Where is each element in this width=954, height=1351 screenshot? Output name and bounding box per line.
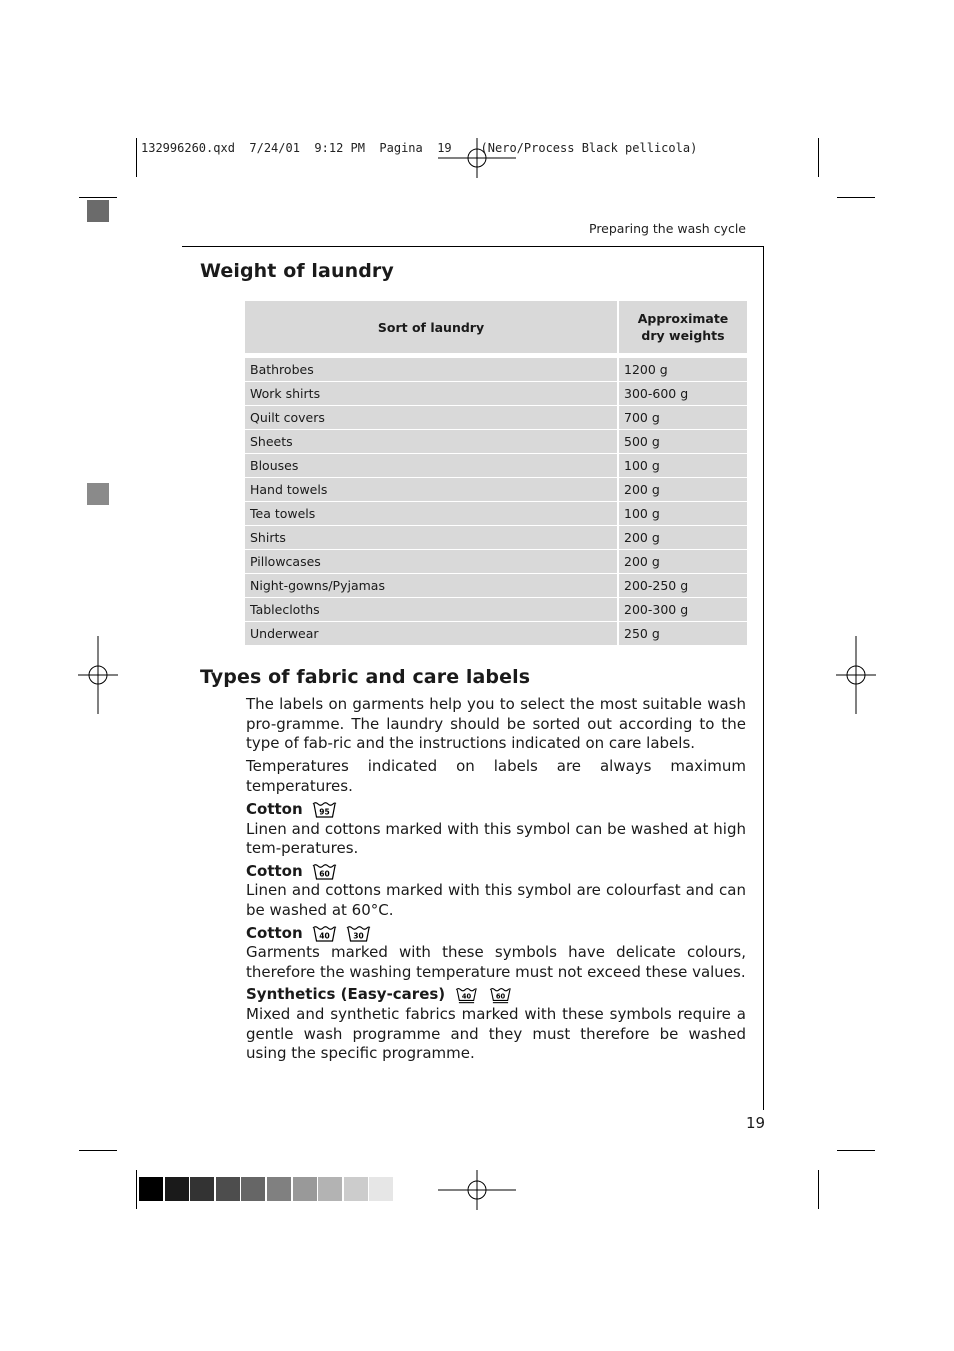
laundry-weight: 250 g	[619, 622, 747, 646]
color-swatch	[216, 1177, 240, 1201]
cotton-60-heading	[246, 862, 746, 882]
table-row	[245, 358, 747, 382]
header-rule	[182, 246, 764, 247]
table-row	[245, 526, 747, 550]
table-row	[245, 430, 747, 454]
color-swatch	[241, 1177, 265, 1201]
side-tab-top	[87, 200, 109, 222]
table-header-row	[245, 301, 747, 358]
laundry-item: Sheets	[245, 430, 619, 454]
side-tab-middle	[87, 483, 109, 505]
section-title-weight: Weight of laundry	[200, 260, 394, 282]
laundry-item: Work shirts	[245, 382, 619, 406]
intro-paragraph: The labels on garments help you to select the most suitable wash pro-gramme. The laundry should be sorted out according to the type of fab-ric and the instructions indicated on care labels.	[246, 695, 746, 753]
color-swatch	[369, 1177, 393, 1201]
registration-mark-right	[836, 636, 876, 714]
fabric-label: Synthetics (Easy-cares)	[246, 985, 446, 1004]
table-row	[245, 598, 747, 622]
margin-rule	[763, 246, 764, 1110]
svg-text:40: 40	[318, 931, 330, 941]
page-number: 19	[746, 1114, 766, 1132]
color-swatch	[165, 1177, 189, 1201]
running-head: Preparing the wash cycle	[589, 221, 746, 236]
svg-text:40: 40	[462, 992, 472, 1001]
laundry-item: Shirts	[245, 526, 619, 550]
temperature-note: Temperatures indicated on labels are always maximum temperatures.	[246, 757, 746, 795]
section-title-fabric-types: Types of fabric and care labels	[200, 666, 531, 688]
laundry-item: Tea towels	[245, 502, 619, 526]
laundry-weight: 200 g	[619, 526, 747, 550]
laundry-weight: 500 g	[619, 430, 747, 454]
laundry-weight: 300-600 g	[619, 382, 747, 406]
laundry-weight: 200 g	[619, 478, 747, 502]
cotton-95-heading	[246, 800, 746, 820]
svg-text:95: 95	[318, 807, 330, 817]
column-header-weight	[619, 301, 747, 358]
laundry-weight: 100 g	[619, 502, 747, 526]
svg-text:30: 30	[352, 931, 364, 941]
registration-mark-left	[78, 636, 118, 714]
laundry-item: Pillowcases	[245, 550, 619, 574]
laundry-item: Night-gowns/Pyjamas	[245, 574, 619, 598]
wash-tub-icon	[346, 925, 371, 942]
color-swatch	[293, 1177, 317, 1201]
color-swatch	[139, 1177, 163, 1201]
fabric-label: Cotton	[246, 861, 303, 880]
table-row	[245, 406, 747, 430]
laundry-weight: 200 g	[619, 550, 747, 574]
laundry-item: Tablecloths	[245, 598, 619, 622]
laundry-item: Bathrobes	[245, 358, 619, 382]
wash-tub-gentle-icon	[454, 987, 479, 1004]
wash-tub-icon	[312, 863, 337, 880]
color-swatch	[190, 1177, 214, 1201]
cotton-40-30-description: Garments marked with these symbols have delicate colours, therefore the washing temperature must not exceed these values.	[246, 943, 746, 981]
table-row	[245, 478, 747, 502]
color-swatch	[344, 1177, 368, 1201]
table-row	[245, 382, 747, 406]
fabric-label: Cotton	[246, 799, 303, 818]
cotton-40-30-heading	[246, 924, 746, 944]
laundry-weight-table	[245, 301, 747, 646]
laundry-item: Quilt covers	[245, 406, 619, 430]
wash-tub-icon	[312, 801, 337, 818]
svg-text:60: 60	[318, 869, 330, 879]
laundry-weight: 200-300 g	[619, 598, 747, 622]
laundry-weight: 100 g	[619, 454, 747, 478]
column-header-weight-line2: dry weights	[641, 328, 725, 343]
table-row	[245, 454, 747, 478]
laundry-item: Hand towels	[245, 478, 619, 502]
wash-tub-gentle-icon	[488, 987, 513, 1004]
synthetics-heading	[246, 985, 746, 1005]
table-row	[245, 622, 747, 646]
table-row	[245, 502, 747, 526]
column-header-weight-line1: Approximate	[637, 311, 729, 326]
svg-text:60: 60	[496, 992, 506, 1001]
fabric-label: Cotton	[246, 923, 303, 942]
cotton-60-description: Linen and cottons marked with this symbol are colourfast and can be washed at 60°C.	[246, 881, 746, 919]
care-label-text	[246, 695, 746, 1067]
color-swatch	[267, 1177, 291, 1201]
synthetics-description: Mixed and synthetic fabrics marked with these symbols require a gentle wash programme and they must therefore be washed using the specific programme.	[246, 1004, 746, 1063]
color-swatch	[318, 1177, 342, 1201]
column-header-sort: Sort of laundry	[245, 301, 619, 358]
table-row	[245, 550, 747, 574]
registration-mark-bottom	[438, 1170, 516, 1210]
laundry-weight: 200-250 g	[619, 574, 747, 598]
cotton-95-description: Linen and cottons marked with this symbol can be washed at high tem-peratures.	[246, 819, 746, 858]
wash-tub-icon	[312, 925, 337, 942]
laundry-weight: 700 g	[619, 406, 747, 430]
laundry-item: Blouses	[245, 454, 619, 478]
print-slug: 132996260.qxd 7/24/01 9:12 PM Pagina 19 (Nero/Process Black pellicola)	[141, 141, 698, 155]
laundry-weight: 1200 g	[619, 358, 747, 382]
table-row	[245, 574, 747, 598]
laundry-item: Underwear	[245, 622, 619, 646]
